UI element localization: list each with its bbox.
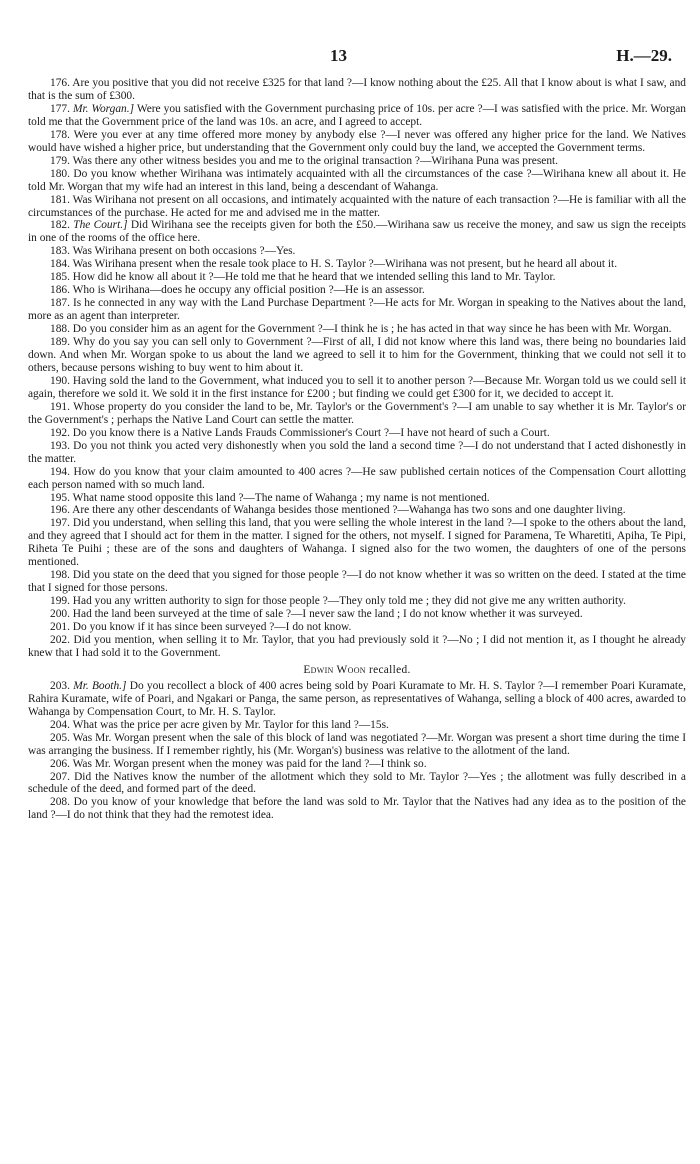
- question-text: Was Wirihana present on both occasions ?—Yes.: [72, 245, 296, 258]
- question-text: Did you understand, when selling this land, that you were selling the whole interest in the land ?—I spoke to the others about the land, and they agreed that I should act for them in the matter. I signed for the others, not myself. I signed for Paramena, Te Wharetiti, Apiha, Te Pipi, Riheta Te Puihi ; these are of the sons and daughters of Wahanga. I signed also for the two women, the daughters of one of the persons mentioned.: [28, 517, 686, 569]
- question-number: 186.: [50, 284, 70, 297]
- question-paragraph: [28, 621, 686, 634]
- question-paragraph: [28, 504, 686, 517]
- question-number: 183.: [50, 245, 70, 258]
- question-number: 179.: [50, 154, 70, 167]
- question-text: Are there any other descendants of Wahanga besides those mentioned ?—Wahanga has two sons and one daughter living.: [72, 504, 626, 517]
- question-number: 182.: [50, 219, 70, 232]
- question-paragraph: [28, 427, 686, 440]
- question-text: Was Wirihana present when the resale took place to H. S. Taylor ?—Wirihana was not present, but he heard all about it.: [72, 258, 618, 271]
- question-number: 207.: [50, 770, 70, 783]
- question-paragraph: [28, 323, 686, 336]
- question-text: Do you know of your knowledge that before the land was sold to Mr. Taylor that the Natives had any idea as to the position of the land ?—I do not think that they had the remotest idea.: [28, 796, 686, 822]
- question-paragraph: [28, 440, 686, 466]
- question-paragraph: [28, 168, 686, 194]
- question-text: Did the Natives know the number of the allotment which they sold to Mr. Taylor ?—Yes ; the allotment was fully described in a schedule of the deed, and formed part of the deed.: [28, 770, 686, 796]
- question-number: 199.: [50, 595, 70, 608]
- question-text: Were you ever at any time offered more money by anybody else ?—I never was offered any higher price for the land. We Natives would have wished a higher price, but understanding that the Government only could buy the land, we accepted the Government terms.: [28, 128, 686, 154]
- question-text: Do you consider him as an agent for the Government ?—I think he is ; he has acted in that way since he has been with Mr. Worgan.: [72, 323, 672, 336]
- question-paragraph: [28, 245, 686, 258]
- question-paragraph: [28, 758, 686, 771]
- question-text: Did Wirihana see the receipts given for both the £50.—Wirihana saw us receive the money, and saw us sign the receipts in one of the rooms of the office here.: [28, 219, 686, 245]
- speaker-label: The Court.]: [73, 219, 128, 232]
- question-number: 206.: [50, 757, 70, 770]
- question-number: 178.: [50, 128, 70, 141]
- question-number: 205.: [50, 731, 70, 744]
- question-number: 197.: [50, 517, 70, 530]
- question-text: Had you any written authority to sign for those people ?—They only told me ; they did not give me any written authority.: [72, 595, 626, 608]
- witness-name: Edwin Woon: [303, 663, 366, 676]
- question-text: How do you know that your claim amounted to 400 acres ?—He saw published certain notices of the Compensation Court allotting each person named with so much land.: [28, 465, 687, 491]
- question-number: 192.: [50, 426, 70, 439]
- question-paragraph: [28, 719, 686, 732]
- question-number: 185.: [50, 271, 70, 284]
- question-text: How did he know all about it ?—He told me that he heard that we intended selling this land to Mr. Taylor.: [72, 271, 556, 284]
- question-number: 198.: [50, 569, 70, 582]
- question-text: Was Mr. Worgan present when the money was paid for the land ?—I think so.: [72, 757, 427, 770]
- document-body: [28, 77, 686, 822]
- question-number: 191.: [50, 400, 70, 413]
- speaker-label: Mr. Booth.]: [73, 679, 127, 692]
- question-number: 202.: [50, 633, 70, 646]
- question-text: Do you recollect a block of 400 acres being sold by Poari Kuramate to Mr. H. S. Taylor ?—I remember Poari Kuramate, Rahira Kuramate, wife of Poari, and Ngakari or Panga, the same person, as representatives of Wahanga, selling a block of 400 acres, awarded to Wahanga by Compensation Court, to Mr. H. S. Taylor.: [28, 679, 686, 718]
- question-number: 204.: [50, 718, 70, 731]
- question-paragraph: [28, 375, 686, 401]
- question-text: Do you know whether Wirihana was intimately acquainted with all the circumstances of the case ?—Wirihana knew all about it. He told Mr. Worgan that my wife had an interest in this land, being a descendant of Wahanga.: [28, 167, 686, 193]
- testimony-section-a: [28, 77, 686, 660]
- question-number: 176.: [50, 77, 70, 89]
- question-text: Whose property do you consider the land to be, Mr. Taylor's or the Government's ?—I am unable to say whether it is Mr. Taylor's or the Government's ; perhaps the Native Land Court can settle the matter.: [28, 400, 686, 426]
- question-text: Why do you say you can sell only to Government ?—First of all, I did not know where this land was, there being no boundaries laid down. And when Mr. Worgan spoke to us about the land we agreed to sell it to him for the Government, thinking that we could not sell it to others, because persons wishing to buy went to him about it.: [28, 336, 686, 374]
- question-text: Had the land been surveyed at the time of sale ?—I never saw the land ; I do not know whether it was surveyed.: [72, 608, 583, 621]
- question-text: Who is Wirihana—does he occupy any official position ?—He is an assessor.: [72, 284, 425, 297]
- question-paragraph: [28, 569, 686, 595]
- question-number: 181.: [50, 193, 70, 206]
- question-paragraph: [28, 595, 686, 608]
- question-number: 196.: [50, 504, 70, 517]
- witness-recalled-heading: [28, 664, 686, 677]
- question-number: 193.: [50, 439, 70, 452]
- question-number: 187.: [50, 297, 70, 310]
- question-number: 189.: [50, 336, 70, 349]
- question-text: Do you know there is a Native Lands Frauds Commissioner's Court ?—I have not heard of such a Court.: [72, 426, 550, 439]
- question-paragraph: [28, 401, 686, 427]
- question-paragraph: [28, 258, 686, 271]
- question-number: 190.: [50, 374, 70, 387]
- question-text: Was Mr. Worgan present when the sale of this block of land was negotiated ?—Mr. Worgan was present a short time during the time I was arranging the business. If I remember rightly, his (Mr. Worgan's) business was relative to the allotment of the land.: [28, 731, 686, 757]
- question-paragraph: [28, 336, 686, 375]
- question-paragraph: [28, 129, 686, 155]
- question-number: 201.: [50, 621, 70, 634]
- question-number: 208.: [50, 796, 70, 809]
- question-paragraph: [28, 284, 686, 297]
- question-number: 188.: [50, 323, 70, 336]
- speaker-label: Mr. Worgan.]: [72, 102, 135, 115]
- question-paragraph: [28, 608, 686, 621]
- page-header: [0, 46, 700, 68]
- question-text: Did you mention, when selling it to Mr. Taylor, that you had previously sold it ?—No ; I did not mention it, as I thought he already knew that I had sold it to the Government.: [28, 633, 686, 659]
- question-paragraph: [28, 732, 686, 758]
- question-paragraph: [28, 155, 686, 168]
- page-number: 13: [330, 46, 347, 65]
- question-number: 194.: [50, 465, 70, 478]
- question-paragraph: [28, 103, 686, 129]
- question-paragraph: [28, 517, 686, 569]
- question-number: 177.: [50, 102, 70, 115]
- question-text: Did you state on the deed that you signed for those people ?—I do not know whether it was so written on the deed. I stated at the time that I signed for those persons.: [28, 569, 686, 595]
- question-text: Were you satisfied with the Government purchasing price of 10s. per acre ?—I was satisfied with the price. Mr. Worgan told me that the Government price of the land was 10s. an acre, and I agreed to accept.: [28, 102, 686, 128]
- recalled-label: recalled.: [369, 663, 411, 676]
- question-paragraph: [28, 297, 686, 323]
- question-paragraph: [28, 634, 686, 660]
- question-paragraph: [28, 680, 686, 719]
- question-text: Do you not think you acted very dishonestly when you sold the land a second time ?—I do not understand that I acted dishonestly in the matter.: [28, 439, 686, 465]
- question-text: Do you know if it has since been surveyed ?—I do not know.: [72, 621, 352, 634]
- question-number: 180.: [50, 167, 70, 180]
- question-paragraph: [28, 77, 686, 103]
- question-paragraph: [28, 771, 686, 797]
- question-text: Was Wirihana not present on all occasions, and intimately acquainted with the nature of each transaction ?—He is familiar with all the circumstances of the purchase. He acted for me and advised me in the matter.: [28, 193, 686, 219]
- question-paragraph: [28, 492, 686, 505]
- question-text: Are you positive that you did not receive £325 for that land ?—I know nothing about the £25. All that I know about is what I saw, and that is the sum of £300.: [28, 77, 687, 102]
- question-number: 184.: [50, 258, 70, 271]
- question-number: 203.: [50, 679, 70, 692]
- question-paragraph: [28, 466, 686, 492]
- testimony-section-b: [28, 680, 686, 822]
- question-text: What name stood opposite this land ?—The name of Wahanga ; my name is not mentioned.: [72, 491, 490, 504]
- question-paragraph: [28, 271, 686, 284]
- question-text: Is he connected in any way with the Land Purchase Department ?—He acts for Mr. Worgan in speaking to the Natives about the land, more as an agent than interpreter.: [28, 297, 686, 323]
- question-text: What was the price per acre given by Mr. Taylor for this land ?—15s.: [72, 718, 389, 731]
- question-paragraph: [28, 796, 686, 822]
- question-number: 200.: [50, 608, 70, 621]
- question-text: Was there any other witness besides you and me to the original transaction ?—Wirihana Puna was present.: [72, 154, 559, 167]
- question-number: 195.: [50, 491, 70, 504]
- question-text: Having sold the land to the Government, what induced you to sell it to another person ?—Because Mr. Worgan told us we could sell it again, therefore we sold it. We sold it in the first instance for £200 ; but finding we could get £300 for it, we decided to accept it.: [28, 374, 686, 400]
- document-code: H.—29.: [616, 46, 672, 65]
- question-paragraph: [28, 194, 686, 220]
- question-paragraph: [28, 219, 686, 245]
